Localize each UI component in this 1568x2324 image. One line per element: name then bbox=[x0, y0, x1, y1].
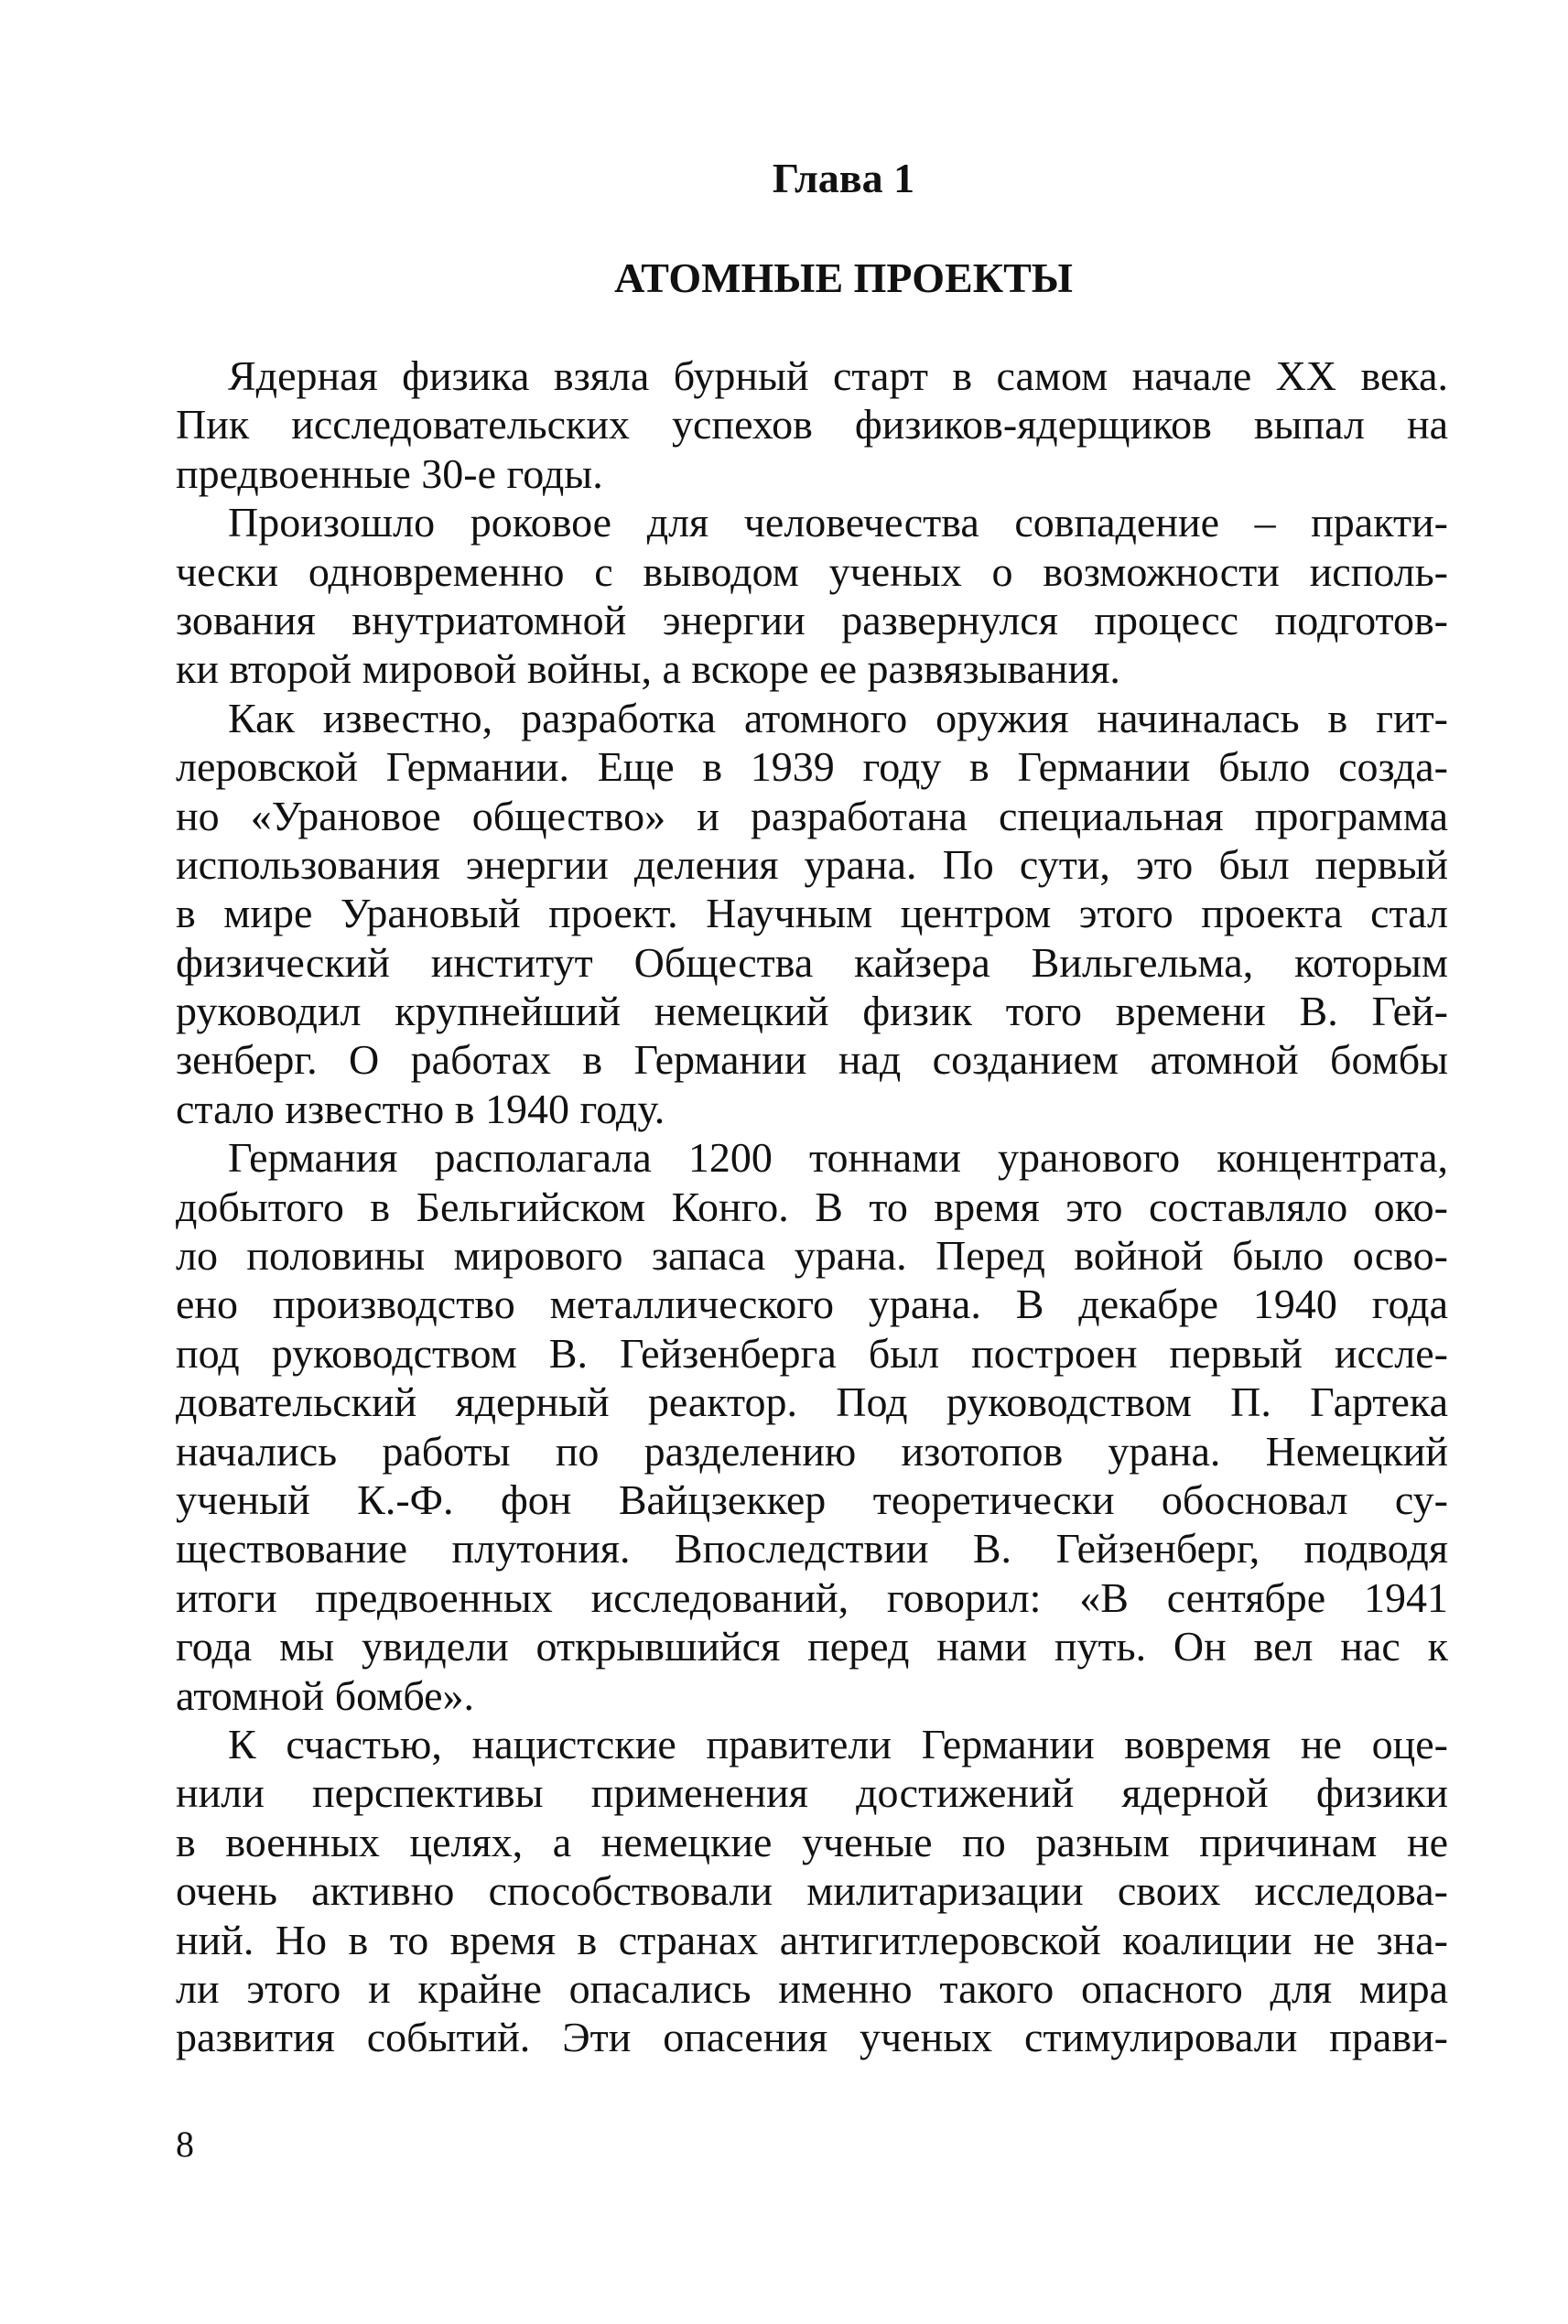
text-line: начались работы по разделению изотопов урана. Немецкий bbox=[176, 1427, 1448, 1475]
paragraph bbox=[176, 1133, 1448, 1720]
page-number: 8 bbox=[176, 2124, 194, 2165]
text-line: итоги предвоенных исследований, говорил: «В сентябре 1941 bbox=[176, 1573, 1448, 1621]
text-line: ено производство металлического урана. В декабре 1940 года bbox=[176, 1281, 1448, 1328]
text-line: леровской Германии. Еще в 1939 году в Германии было созда- bbox=[176, 743, 1448, 791]
paragraph bbox=[176, 498, 1448, 694]
text-line: ществование плутония. Впоследствии В. Гейзенберг, подводя bbox=[176, 1525, 1448, 1573]
chapter-title: АТОМНЫЕ ПРОЕКТЫ bbox=[614, 254, 1073, 301]
text-line: Пик исследовательских успехов физиков-ядерщиков выпал на bbox=[176, 401, 1448, 449]
text-line: добытого в Бельгийском Конго. В то время это составляло око- bbox=[176, 1183, 1448, 1230]
text-line: руководил крупнейший немецкий физик того времени В. Гей- bbox=[176, 988, 1448, 1035]
text-line: нили перспективы применения достижений ядерной физики bbox=[176, 1769, 1448, 1817]
text-line: зования внутриатомной энергии развернулся процесс подготов- bbox=[176, 596, 1448, 643]
text-line: развития событий. Эти опасения ученых стимулировали прави- bbox=[176, 2014, 1448, 2061]
paragraph bbox=[176, 351, 1448, 498]
text-line: Произошло роковое для человечества совпадение – практи- bbox=[228, 499, 1448, 546]
text-line: зенберг. О работах в Германии над созданием атомной бомбы bbox=[176, 1036, 1448, 1084]
text-line: ученый К.-Ф. фон Вайцзеккер теоретически обосновал су- bbox=[176, 1475, 1448, 1523]
text-line: атомной бомбе». bbox=[176, 1671, 475, 1719]
text-line: ло половины мирового запаса урана. Перед войной было осво- bbox=[176, 1232, 1448, 1280]
text-line: предвоенные 30-е годы. bbox=[176, 449, 603, 497]
text-line: очень активно способствовали милитаризации своих исследова- bbox=[176, 1867, 1448, 1915]
text-line: но «Урановое общество» и разработана специальная программа bbox=[176, 792, 1448, 839]
text-line: физический институт Общества кайзера Вильгельма, которым bbox=[176, 938, 1448, 986]
text-line: чески одновременно с выводом ученых о возможности исполь- bbox=[176, 547, 1448, 595]
text-line: в военных целях, а немецкие ученые по разным причинам не bbox=[176, 1818, 1448, 1865]
text-line: Германия располагала 1200 тоннами уранового концентрата, bbox=[228, 1134, 1448, 1182]
chapter-number: Глава 1 bbox=[772, 155, 915, 201]
text-line: года мы увидели открывшийся перед нами путь. Он вел нас к bbox=[176, 1623, 1448, 1670]
text-line: ний. Но в то время в странах антигитлеровской коалиции не зна- bbox=[176, 1916, 1448, 1963]
paragraph bbox=[176, 1720, 1448, 2062]
text-line: стало известно в 1940 году. bbox=[176, 1085, 665, 1132]
text-line: К счастью, нацистские правители Германии вовремя не оце- bbox=[228, 1720, 1448, 1767]
text-line: Ядерная физика взяла бурный старт в самом начале XX века. bbox=[228, 352, 1448, 399]
body-text bbox=[176, 351, 1448, 2062]
text-line: ки второй мировой войны, а вскоре ее развязывания. bbox=[176, 645, 1120, 693]
text-line: использования энергии деления урана. По сути, это был первый bbox=[176, 840, 1448, 888]
paragraph bbox=[176, 694, 1448, 1134]
text-line: Как известно, разработка атомного оружия начиналась в гит- bbox=[228, 694, 1448, 741]
text-line: ли этого и крайне опасались именно такого опасного для мира bbox=[176, 1964, 1448, 2012]
text-line: довательский ядерный реактор. Под руководством П. Гартека bbox=[176, 1378, 1448, 1426]
text-line: в мире Урановый проект. Научным центром этого проекта стал bbox=[176, 890, 1448, 937]
text-line: под руководством В. Гейзенберга был построен первый иссле- bbox=[176, 1329, 1448, 1377]
